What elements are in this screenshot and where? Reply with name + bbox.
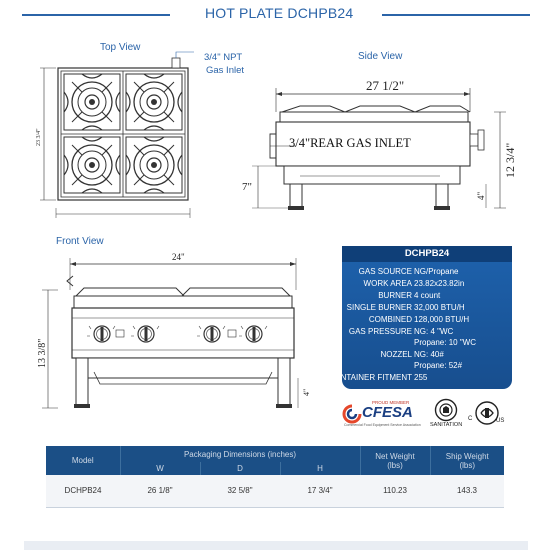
- spec-title: DCHPB24: [342, 246, 512, 262]
- front-view-height-dim: 13 3/8": [37, 338, 48, 368]
- cfesa-logo: [342, 398, 428, 428]
- spec-value: 4 count: [414, 291, 441, 300]
- cell-model: DCHPB24: [46, 475, 120, 507]
- header-packaging: Packaging Dimensions (inches): [120, 446, 360, 462]
- spec-value: NG: 4 "WC: [414, 327, 454, 336]
- gas-inlet-note-1: 3/4" NPT: [204, 52, 243, 63]
- cell-h: 17 3/4": [280, 475, 360, 507]
- spec-value: 32,000 BTU/H: [414, 303, 465, 312]
- front-view-leg-dim: 4": [302, 388, 311, 396]
- cell-ship: 143.3: [430, 475, 504, 507]
- header-w: W: [120, 462, 200, 475]
- footer-bar: [24, 541, 528, 550]
- side-view-label: Side View: [358, 51, 403, 62]
- header-net-weight-unit: (lbs): [387, 460, 403, 470]
- side-view-leg-dim: 7": [242, 181, 252, 193]
- spec-key: GAS PRESSURE: [348, 327, 412, 336]
- top-view-drawing: [36, 52, 194, 218]
- sanitation-text: SANITATION: [430, 422, 463, 428]
- cell-d: 32 5/8": [200, 475, 280, 507]
- header-model: Model: [46, 446, 120, 475]
- spec-value: Propane: 10 "WC: [414, 338, 476, 347]
- cfesa-sub: Commercial Food Equipment Service Association: [344, 423, 421, 427]
- spec-value: NG: 40#: [414, 350, 444, 359]
- top-view-side-dim: 23 3/4": [36, 128, 42, 146]
- cell-net: 110.23: [360, 475, 430, 507]
- spec-key: WORK AREA: [363, 279, 412, 288]
- header-h: H: [280, 462, 360, 475]
- packaging-table: [46, 446, 504, 508]
- table-header-row: [46, 446, 504, 462]
- side-view-drawing: [242, 78, 517, 210]
- page-title: HOT PLATE DCHPB24: [205, 5, 354, 21]
- spec-key: SINGLE BURNER: [346, 303, 412, 312]
- cell-w: 26 1/8": [120, 475, 200, 507]
- side-view-foot-dim: 4": [476, 191, 486, 200]
- csa-logo: [468, 400, 504, 428]
- spec-key: CONTAINER FITMENT: [328, 373, 412, 382]
- header-ship-weight-label: Ship Weight: [445, 451, 489, 461]
- table-row: [46, 475, 504, 507]
- csa-us-text: US: [496, 418, 505, 424]
- cfesa-swirl-icon: [342, 404, 362, 424]
- spec-key: COMBINED: [368, 315, 412, 324]
- sanitation-seal-icon: [434, 398, 458, 422]
- header-net-weight-label: Net Weight: [375, 451, 415, 461]
- front-view-label: Front View: [56, 236, 104, 247]
- nsf-sanitation-logo: [430, 398, 463, 430]
- header-ship-weight: [430, 446, 504, 475]
- spec-value: 128,000 BTU/H: [414, 315, 470, 324]
- header-d: D: [200, 462, 280, 475]
- spec-key: BURNER: [378, 291, 412, 300]
- spec-value: 23.82x23.82in: [414, 279, 465, 288]
- spec-value: NG/Propane: [414, 267, 459, 276]
- spec-panel: [328, 246, 512, 389]
- cfesa-name: CFESA: [362, 404, 413, 421]
- front-view-drawing: [37, 252, 311, 408]
- gas-inlet-note-2: Gas Inlet: [206, 65, 245, 76]
- csa-c-text: C: [468, 416, 473, 422]
- spec-key: NOZZEL: [380, 350, 412, 359]
- side-view-width-dim: 27 1/2": [366, 78, 405, 93]
- header-ship-weight-unit: (lbs): [459, 460, 476, 470]
- header-net-weight: [360, 446, 430, 475]
- cfesa-proud-member: PROUD MEMBER: [372, 400, 410, 405]
- front-view-width-dim: 24": [172, 252, 185, 262]
- side-view-rear-inlet: 3/4"REAR GAS INLET: [289, 136, 411, 150]
- spec-value: 255: [414, 373, 428, 382]
- spec-key: GAS SOURCE: [358, 267, 412, 276]
- top-view-label: Top View: [100, 42, 141, 53]
- spec-value: Propane: 52#: [414, 361, 463, 370]
- side-view-height-dim: 12 3/4": [503, 142, 517, 178]
